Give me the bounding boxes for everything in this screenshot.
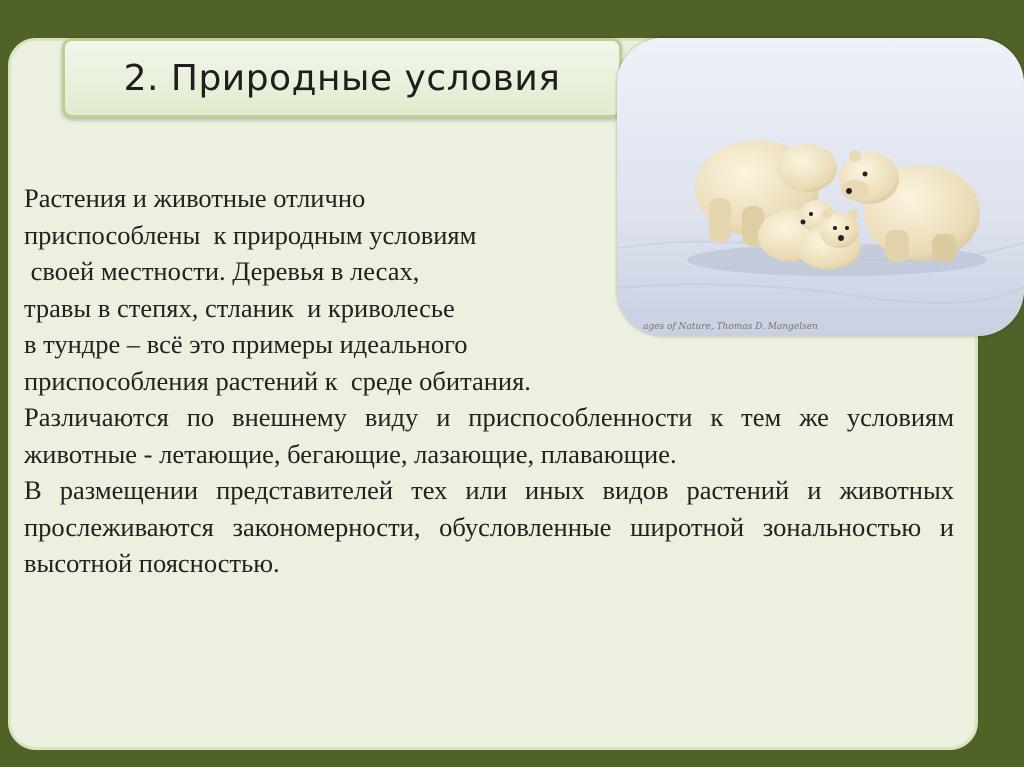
photo-credit: ages of Nature, Thomas D. Mangelsen (643, 322, 818, 332)
body-text (24, 180, 954, 582)
paragraph-1-line-1: Растения и животные отлично (24, 183, 366, 213)
paragraph-1-line-2: приспособлены к природным условиям (24, 219, 477, 250)
paragraph-1-line-5: в тундре – всё это примеры идеального (24, 329, 468, 359)
paragraph-2: Различаются по внешнему виду и приспособленности к тем же условиям животные - летающие, бегающие, лазающие, плавающие. (24, 402, 954, 469)
paragraph-3: В размещении представителей тех или иных видов растений и животных прослеживаются закономерности, обусловленные широтной зональностью и высотной поясностью. (24, 475, 954, 578)
paragraph-1-line-3: своей местности. Деревья в лесах, (24, 256, 420, 286)
slide-title: 2. Природные условия (123, 57, 561, 99)
title-box (62, 38, 622, 118)
paragraph-1-line-4: травы в степях, стланик и криволесье (24, 292, 455, 323)
paragraph-1-line-6: приспособления растений к среде обитания. (24, 365, 531, 396)
